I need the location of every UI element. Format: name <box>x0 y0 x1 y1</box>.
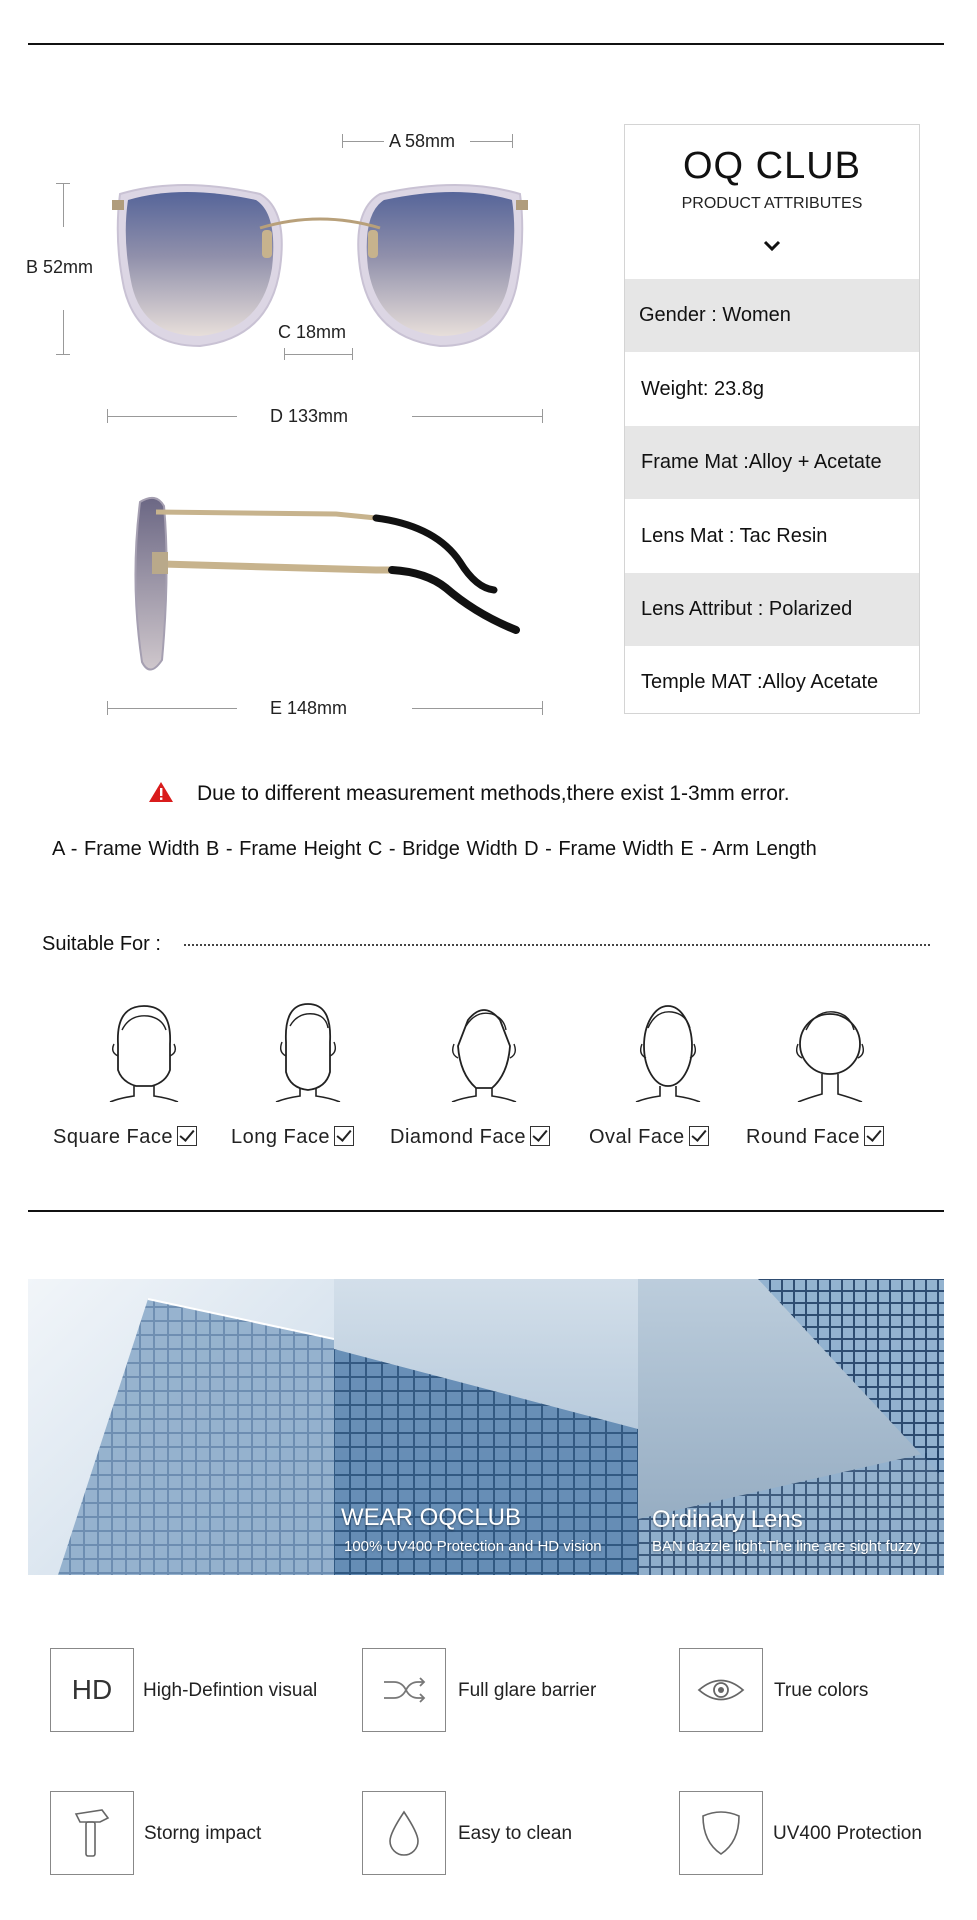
glare-feature-box <box>362 1648 446 1732</box>
uv-feature-box <box>679 1791 763 1875</box>
suitable-for-label: Suitable For : <box>42 933 161 955</box>
feature-label-colors: True colors <box>774 1680 869 1701</box>
lens-comparison-banner <box>28 1279 944 1575</box>
section-divider <box>28 1210 944 1212</box>
measurement-note: Due to different measurement methods,there exist 1-3mm error. <box>197 782 790 805</box>
checkbox-checked-icon <box>530 1126 550 1146</box>
dimension-a-label: A 58mm <box>389 131 456 151</box>
hd-feature-box <box>50 1648 134 1732</box>
hammer-icon <box>72 1806 112 1860</box>
checkbox-checked-icon <box>177 1126 197 1146</box>
attribute-row-frame-material: Frame Mat :Alloy + Acetate <box>625 426 919 499</box>
checkbox-checked-icon <box>334 1126 354 1146</box>
feature-label-hd: High-Defintion visual <box>143 1680 318 1701</box>
building-panel-left <box>28 1279 334 1575</box>
round-face-icon <box>790 1000 870 1102</box>
dimension-e-label: E 148mm <box>270 698 348 718</box>
dimension-legend: A - Frame Width B - Frame Height C - Bridge Width D - Frame Width E - Arm Length <box>52 838 817 860</box>
checkbox-checked-icon <box>864 1126 884 1146</box>
shuffle-arrows-icon <box>380 1672 428 1708</box>
ordinary-lens-title: Ordinary Lens <box>652 1506 803 1533</box>
face-label-long: Long Face <box>231 1126 354 1149</box>
water-drop-icon <box>386 1809 422 1857</box>
diamond-face-icon <box>444 1000 524 1102</box>
checkbox-checked-icon <box>689 1126 709 1146</box>
eye-icon <box>697 1675 745 1705</box>
impact-feature-box <box>50 1791 134 1875</box>
oval-face-icon <box>628 1000 708 1102</box>
wear-oqclub-subtitle: 100% UV400 Protection and HD vision <box>344 1538 602 1555</box>
dimension-c-label: C 18mm <box>278 322 347 342</box>
shield-icon <box>699 1808 743 1858</box>
attribute-row-temple-material: Temple MAT :Alloy Acetate <box>641 671 879 693</box>
warning-triangle-icon <box>148 781 174 803</box>
sunglasses-side-view <box>126 492 536 682</box>
face-label-round: Round Face <box>746 1126 884 1149</box>
feature-label-uv: UV400 Protection <box>773 1823 922 1844</box>
product-attributes-panel <box>624 124 920 714</box>
attributes-subtitle: PRODUCT ATTRIBUTES <box>681 195 863 212</box>
attribute-row-gender: Gender : Women <box>625 279 919 352</box>
colors-feature-box <box>679 1648 763 1732</box>
attribute-row-weight: Weight: 23.8g <box>641 378 765 400</box>
face-label-diamond: Diamond Face <box>390 1126 550 1149</box>
face-label-square: Square Face <box>53 1126 197 1149</box>
hd-icon: HD <box>71 1674 113 1705</box>
dotted-leader <box>184 944 930 946</box>
feature-label-glare: Full glare barrier <box>458 1680 597 1701</box>
feature-label-impact: Storng impact <box>144 1823 262 1844</box>
attribute-row-lens-attribute: Lens Attribut : Polarized <box>625 573 919 646</box>
face-label-oval: Oval Face <box>589 1126 709 1149</box>
wear-oqclub-title: WEAR OQCLUB <box>341 1504 522 1531</box>
long-face-icon <box>268 1000 348 1102</box>
brand-logo: OQ CLUB <box>682 145 862 187</box>
attribute-row-lens-material: Lens Mat : Tac Resin <box>641 525 828 547</box>
dimension-b-label: B 52mm <box>26 257 94 277</box>
top-divider <box>28 43 944 45</box>
chevron-down-icon <box>763 237 781 255</box>
clean-feature-box <box>362 1791 446 1875</box>
square-face-icon <box>104 1000 184 1102</box>
feature-label-clean: Easy to clean <box>458 1823 573 1844</box>
dimension-d-label: D 133mm <box>270 406 349 426</box>
ordinary-lens-subtitle: BAN dazzle light,The line are sight fuzzy <box>652 1538 921 1555</box>
